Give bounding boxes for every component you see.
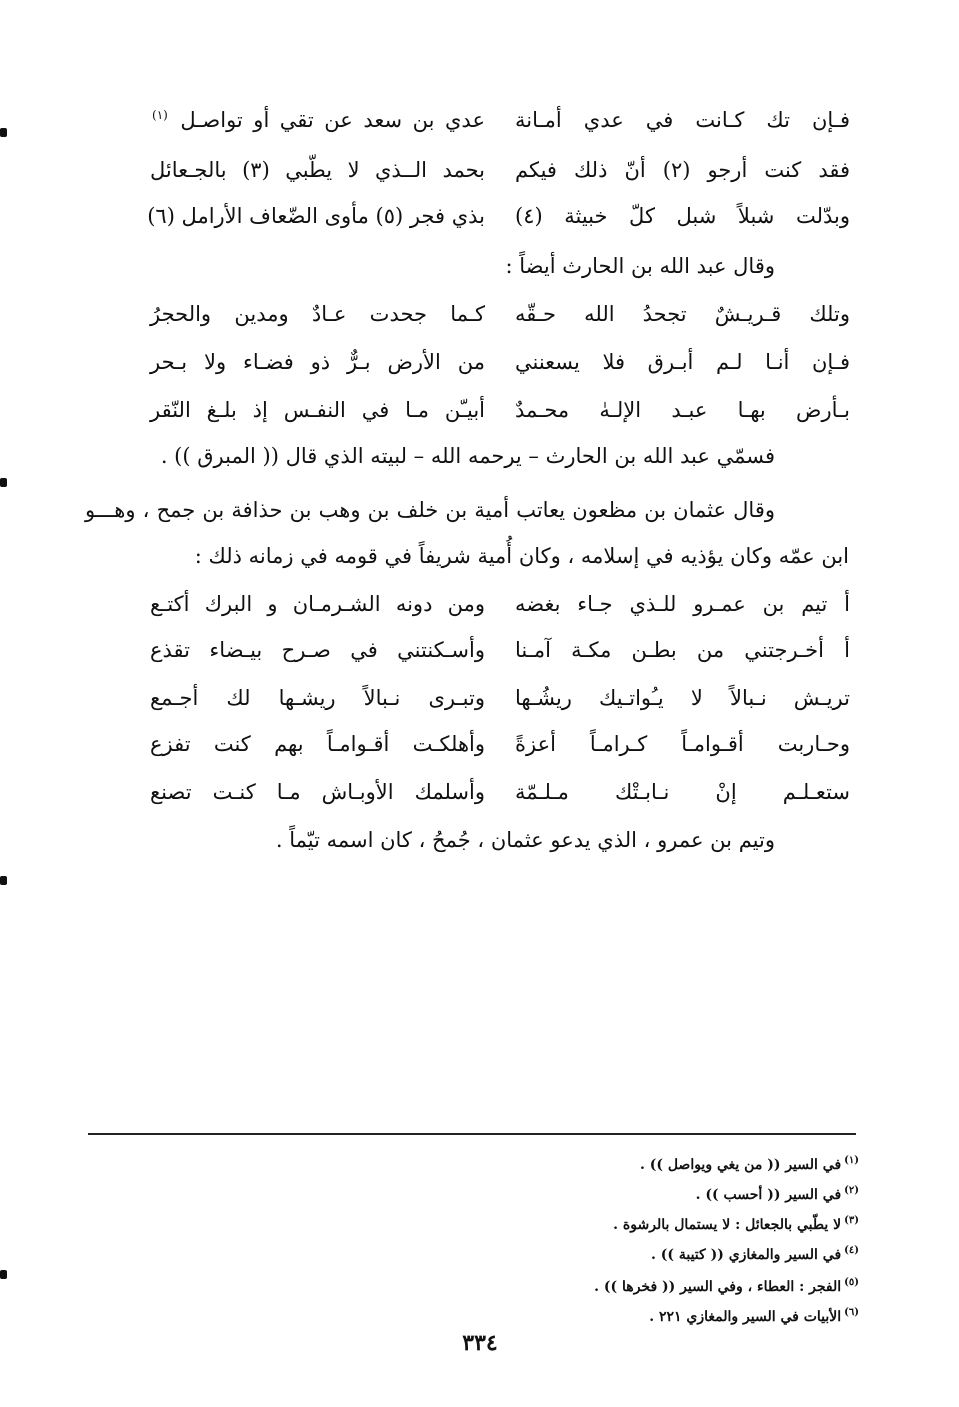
footnote-text: الأبيات في السير والمغازي ٢٢١ . [649, 1309, 842, 1325]
scan-edge-mark [0, 478, 7, 487]
verse-line [150, 584, 850, 624]
verse-first-hemistich: أ تيم بن عمـرو للـذي جـاء بغضه [515, 592, 850, 616]
verse-line [150, 772, 850, 812]
footnote-number: (٢) [844, 1185, 859, 1197]
prose-line: فسمّي عبد الله بن الحارث – يرحمه الله – لبيته الذي قال (( المبرق )) . [160, 444, 775, 468]
verse-line [150, 630, 850, 670]
footnote [159, 1302, 859, 1332]
verse-first-hemistich: فقد كنت أرجو (٢) أنّ ذلك فيكم [515, 158, 850, 182]
verse-first-hemistich: فـإن تك كـانت في عدي أمـانة [515, 108, 850, 132]
footnote [159, 1150, 859, 1180]
verse-second-hemistich: بذي فجر (٥) مأوى الضّعاف الأرامل (٦) [147, 204, 485, 228]
page-number: ٣٣٤ [462, 1330, 498, 1356]
verse-line [150, 678, 850, 718]
verse-first-hemistich: بـأرض بهـا عبـد الإلـهٰ محـمدٌ [515, 398, 850, 422]
verse-second-hemistich: عدي بن سعد عن تقي أو تواصـل $^{(١)}$ [152, 108, 485, 132]
verse-second-hemistich: وأسلمك الأوبـاش مـا كنـت تصنع [150, 780, 485, 804]
footnote-text: في السير (( أحسب )) . [695, 1187, 842, 1203]
prose-intro-line: وقال عبد الله بن الحارث أيضاً : [505, 254, 775, 278]
verse-first-hemistich: فـإن أنـا لـم أبـرق فلا يسعنني [515, 350, 850, 374]
verse-first-hemistich: أ أخـرجتني من بطـن مكـة آمـنا [515, 638, 850, 662]
scan-edge-mark [0, 876, 7, 885]
verse-line [150, 724, 850, 764]
verse-second-hemistich: بحمد الــذي لا يطّبي (٣) بالجـعائل [150, 158, 486, 182]
verse-line [150, 100, 850, 140]
verse-first-hemistich: تريـش نـبالاً لا يـُواتـيك ريشُـها [515, 686, 850, 710]
verse-second-hemistich: وتبـرى نـبالاً ريشـها لك أجـمع [150, 686, 485, 710]
verse-second-hemistich: من الأرض بـرٌّ ذو فضـاء ولا بـحر [150, 350, 485, 374]
footnote-text: في السير والمغازي (( كتيبة )) . [650, 1247, 842, 1263]
footnote [159, 1210, 859, 1240]
verse-line [150, 342, 850, 382]
footnote [159, 1180, 859, 1210]
verse-second-hemistich: وأسـكنتني في صـرح بيـضاء تقذع [150, 638, 485, 662]
verse-first-hemistich: وتلك قـريـشٌ تجحدُ الله حـقّه [515, 302, 850, 326]
verse-second-hemistich: ومن دونه الشـرمـان و البرك أكتـع [150, 592, 485, 616]
footnote-divider [88, 1133, 856, 1135]
verse-second-hemistich: وأهلكـت أقـوامـاً بهم كنت تفزع [150, 732, 485, 756]
prose-line: وقال عثمان بن مظعون يعاتب أمية بن خلف بن وهب بن حذافة بن جمح ، وهـــو [85, 498, 775, 522]
footnote [159, 1272, 859, 1302]
verse-line [150, 150, 850, 190]
footnote-number: (٦) [844, 1307, 859, 1319]
footnote [159, 1240, 859, 1270]
verse-first-hemistich: وحـاربت أقـوامـاً كـرامـاً أعزةً [515, 732, 850, 756]
scan-edge-mark [0, 128, 7, 137]
footnote-text: لا يطّبي بالجعائل : لا يستمال بالرشوة . [613, 1217, 842, 1233]
footnote-text: الفجر : العطاء ، وفي السير (( فخرها )) . [594, 1279, 842, 1295]
verse-line [150, 294, 850, 334]
footnote-number: (٤) [844, 1245, 859, 1257]
scan-edge-mark [0, 1270, 7, 1279]
verse-line [147, 196, 850, 236]
footnote-number: (١) [844, 1155, 859, 1167]
verse-line [150, 390, 850, 430]
prose-line: ابن عمّه وكان يؤذيه في إسلامه ، وكان أُمية شريفاً في قومه في زمانه ذلك : [194, 544, 849, 568]
footnote-number: (٣) [844, 1215, 859, 1227]
verse-second-hemistich: أبيـّن مـا في النفـس إذ بلـغ النّقر [150, 398, 485, 422]
footnote-ref: (١) [152, 108, 168, 122]
footnote-number: (٥) [844, 1277, 859, 1289]
footnote-text: في السير (( من يغي ويواصل )) . [639, 1157, 842, 1173]
prose-line: وتيم بن عمرو ، الذي يدعو عثمان ، جُمحُ ، كان اسمه تيّماً . [275, 828, 775, 852]
verse-second-hemistich: كـما جحدت عـادٌ ومدين والحجرُ [150, 302, 485, 326]
verse-first-hemistich: وبدّلت شبلاً شبل كلّ خبيثة (٤) [515, 204, 850, 228]
verse-first-hemistich: ستعـلـم إنْ نـابـتْك مـلـمّة [515, 780, 850, 804]
